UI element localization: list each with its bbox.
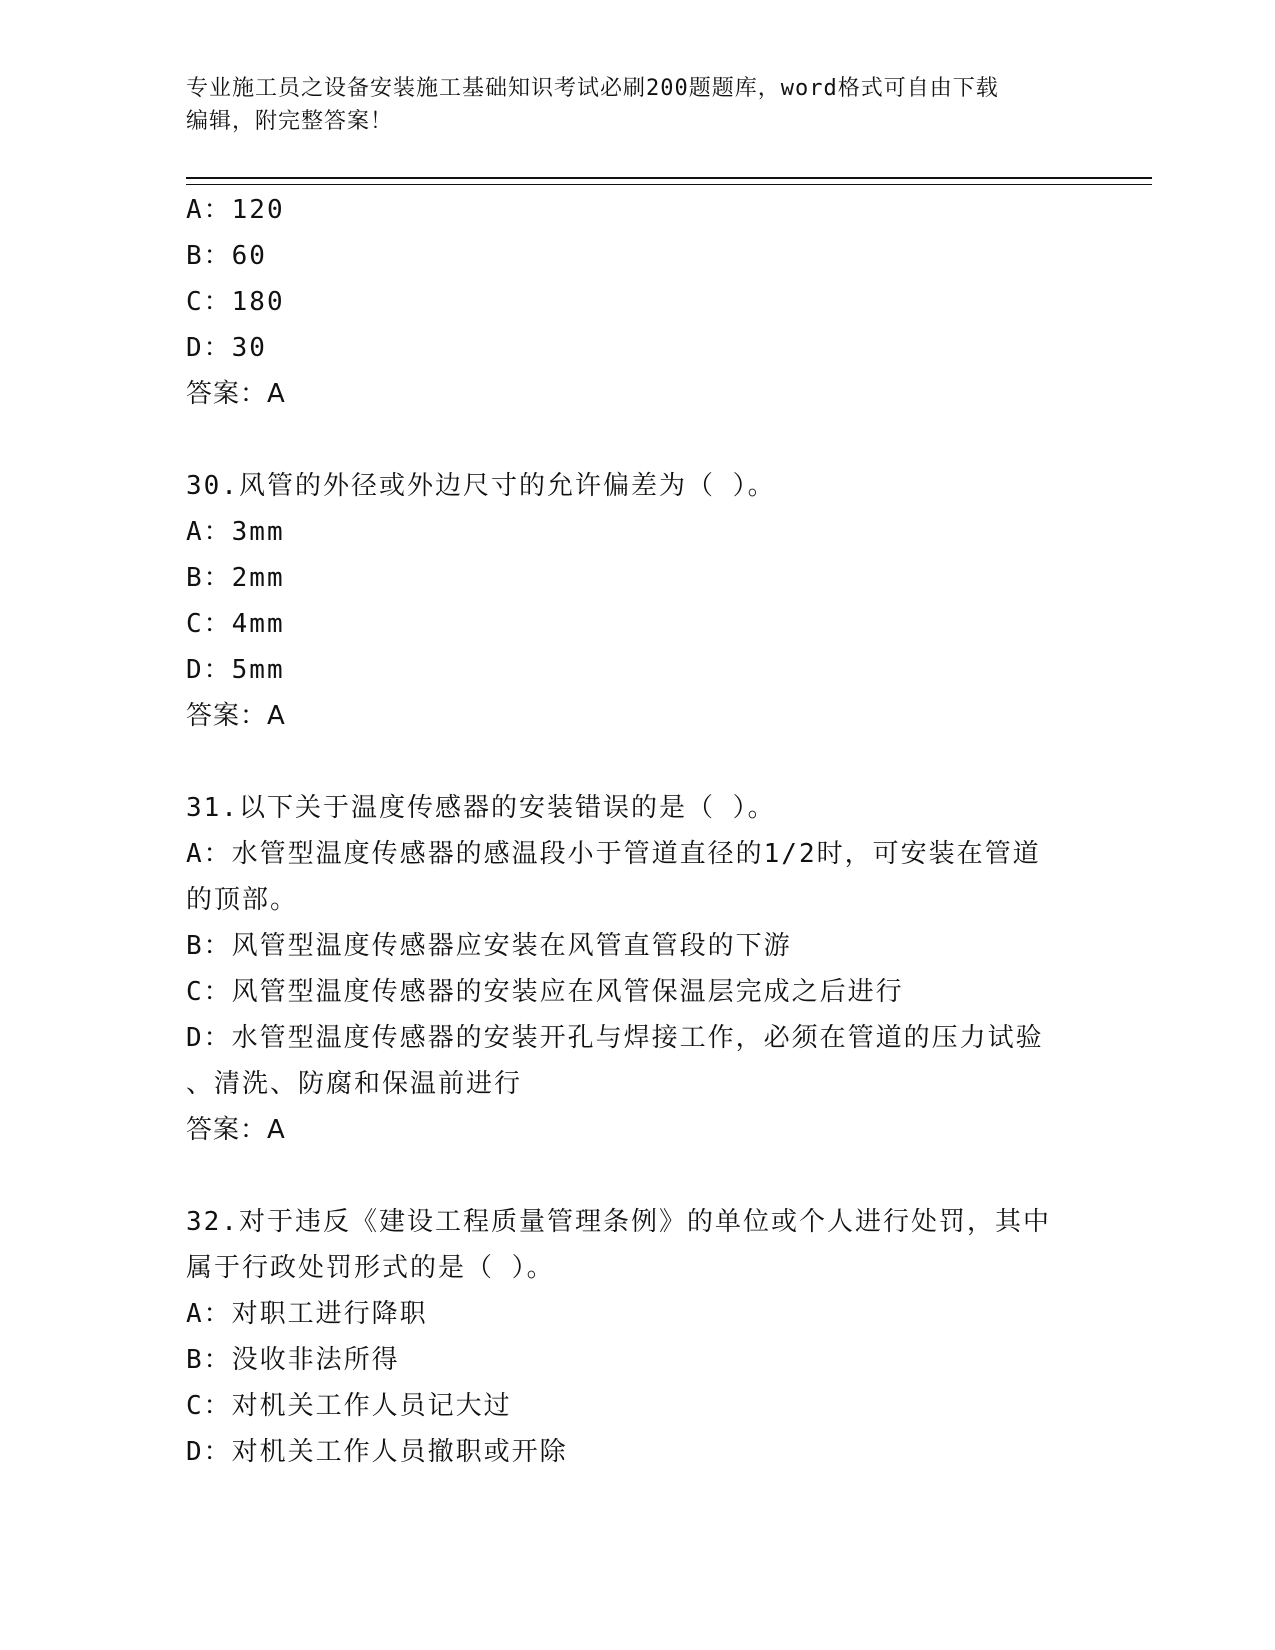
option-c: C：对机关工作人员记大过 [186, 1391, 512, 1421]
option-d: D：30 [186, 333, 267, 363]
option-a: A：对职工进行降职 [186, 1299, 428, 1329]
spacer [186, 1153, 1086, 1199]
option-c: C：180 [186, 287, 285, 317]
answer-line: 答案：A [186, 379, 286, 409]
question-text: 31.以下关于温度传感器的安装错误的是（ ）。 [186, 793, 776, 823]
header-divider [186, 177, 1152, 185]
question-text: 30.风管的外径或外边尺寸的允许偏差为（ ）。 [186, 471, 776, 501]
spacer [186, 739, 1086, 785]
option-a-line1: A：水管型温度传感器的感温段小于管道直径的1/2时，可安装在管道 [186, 839, 1041, 869]
option-c: C：风管型温度传感器的安装应在风管保温层完成之后进行 [186, 977, 904, 1007]
option-a: A：120 [186, 195, 285, 225]
question-text-line1: 32.对于违反《建设工程质量管理条例》的单位或个人进行处罚，其中 [186, 1207, 1051, 1237]
header-title-line1: 专业施工员之设备安装施工基础知识考试必刷200题题库，word格式可自由下载 [186, 76, 999, 101]
option-d: D：5mm [186, 655, 285, 685]
option-a: A：3mm [186, 517, 285, 547]
spacer [186, 417, 1086, 463]
option-a-line2: 的顶部。 [186, 885, 299, 915]
document-header [186, 72, 1086, 138]
question-list [186, 187, 1086, 1475]
option-b: B：没收非法所得 [186, 1345, 400, 1375]
option-d: D：对机关工作人员撤职或开除 [186, 1437, 568, 1467]
option-b: B：60 [186, 241, 267, 271]
option-d-line2: 、清洗、防腐和保温前进行 [186, 1069, 523, 1099]
header-title-line2: 编辑，附完整答案！ [186, 109, 394, 134]
question-32 [186, 1199, 1086, 1475]
option-b: B：风管型温度传感器应安装在风管直管段的下游 [186, 931, 792, 961]
question-text-line2: 属于行政处罚形式的是（ ）。 [186, 1253, 555, 1283]
option-b: B：2mm [186, 563, 285, 593]
question-29 [186, 187, 1086, 417]
question-30 [186, 463, 1086, 739]
answer-line: 答案：A [186, 1115, 286, 1145]
question-31 [186, 785, 1086, 1153]
option-c: C：4mm [186, 609, 285, 639]
option-d-line1: D：水管型温度传感器的安装开孔与焊接工作，必须在管道的压力试验 [186, 1023, 1044, 1053]
answer-line: 答案：A [186, 701, 286, 731]
